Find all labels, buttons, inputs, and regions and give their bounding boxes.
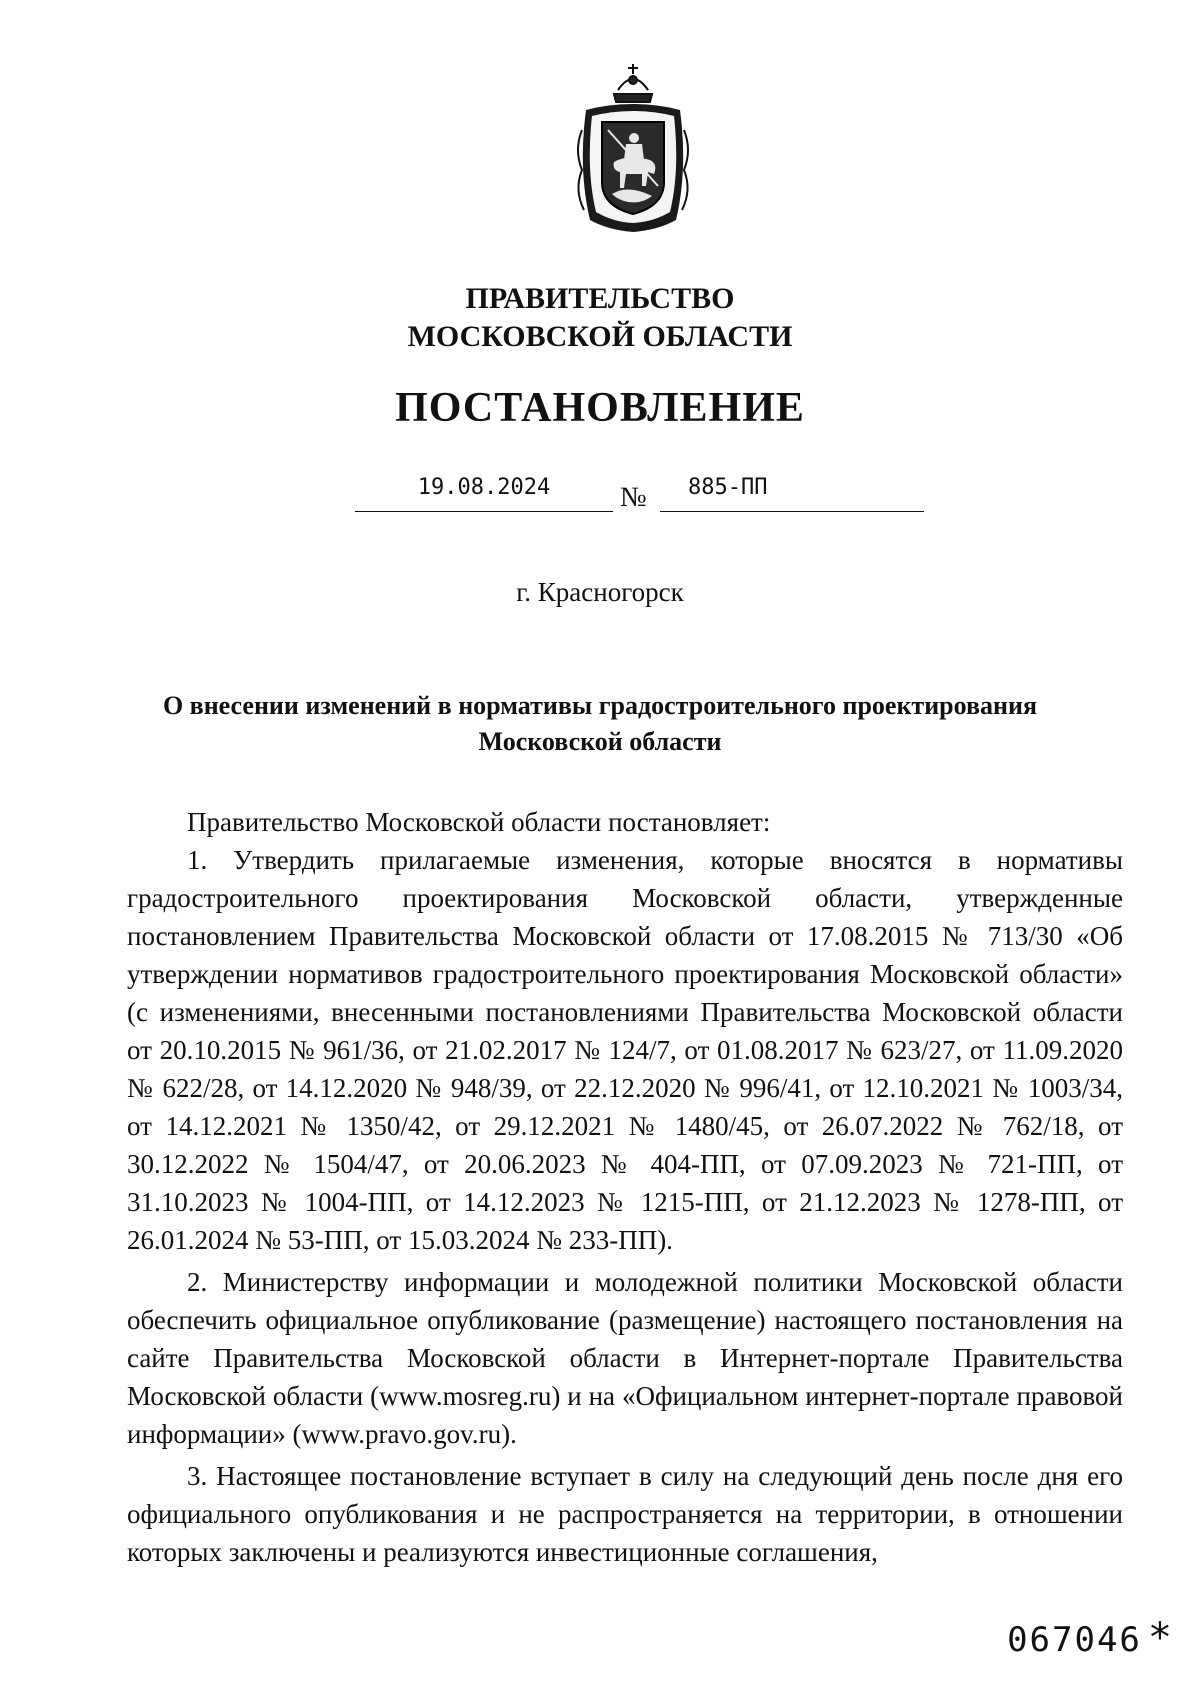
registration-line (0, 473, 1200, 513)
coat-of-arms-icon (568, 60, 698, 236)
document-number-field (660, 473, 924, 512)
serial-number (1007, 1615, 1174, 1661)
document-date: 19.08.2024 (355, 473, 613, 512)
government-title-line2: МОСКОВСКОЙ ОБЛАСТИ (407, 320, 793, 353)
city: г. Красногорск (516, 577, 684, 607)
body-item-1: 1. Утвердить прилагаемые изменения, которые вносятся в нормативы градостроительного проектирования Московской области, утвержденные постановлением Правительства Московской области от 17.08.2015 № 713/30 «Об утверждении нормативов градостроительного проектирования Московской области» (с изменениями, внесенными постановлениями Правительства Московской области от 20.10.2015 № 961/36, от 21.02.2017 № 124/7, от 01.08.2017 № 623/27, от 11.09.2020 № 622/28, от 14.12.2020 № 948/39, от 22.12.2020 № 996/41, от 12.10.2021 № 1003/34, от 14.12.2021 № 1350/42, от 29.12.2021 № 1480/45, от 26.07.2022 № 762/18, от 30.12.2022 № 1504/47, от 20.06.2023 № 404-ПП, от 07.09.2023 № 721-ПП, от 31.10.2023 № 1004-ПП, от 14.12.2023 № 1215-ПП, от 21.12.2023 № 1278-ПП, от 26.01.2024 № 53-ПП, от 15.03.2024 № 233-ПП). (127, 845, 1123, 1255)
document-number: 885-ПП (688, 475, 768, 500)
government-title-line1: ПРАВИТЕЛЬСТВО (465, 282, 735, 315)
document-subject (120, 688, 1080, 760)
body-item-2: 2. Министерству информации и молодежной политики Московской области обеспечить официальное опубликование (размещение) настоящего постановления на сайте Правительства Московской области в Интернет-портале Правительства Московской области (www.mosreg.ru) и на «Официальном интернет-портале правовой информации» (www.pravo.gov.ru). (127, 1267, 1123, 1449)
number-sign: № (620, 482, 647, 513)
subject-line2: Московской области (478, 727, 722, 756)
asterisk-mark-icon: * (1147, 1615, 1174, 1661)
document-body (127, 803, 1123, 1571)
body-intro: Правительство Московской области постановляет: (187, 807, 771, 837)
serial-number-value: 067046 (1007, 1620, 1142, 1660)
document-type: ПОСТАНОВЛЕНИЕ (395, 385, 805, 431)
body-item-3: 3. Настоящее постановление вступает в силу на следующий день после дня его официального опубликования и не распространяется на территории, в отношении которых заключены и реализуются инвестиционные соглашения, (127, 1461, 1123, 1567)
subject-line1: О внесении изменений в нормативы градостроительного проектирования (162, 691, 1038, 720)
